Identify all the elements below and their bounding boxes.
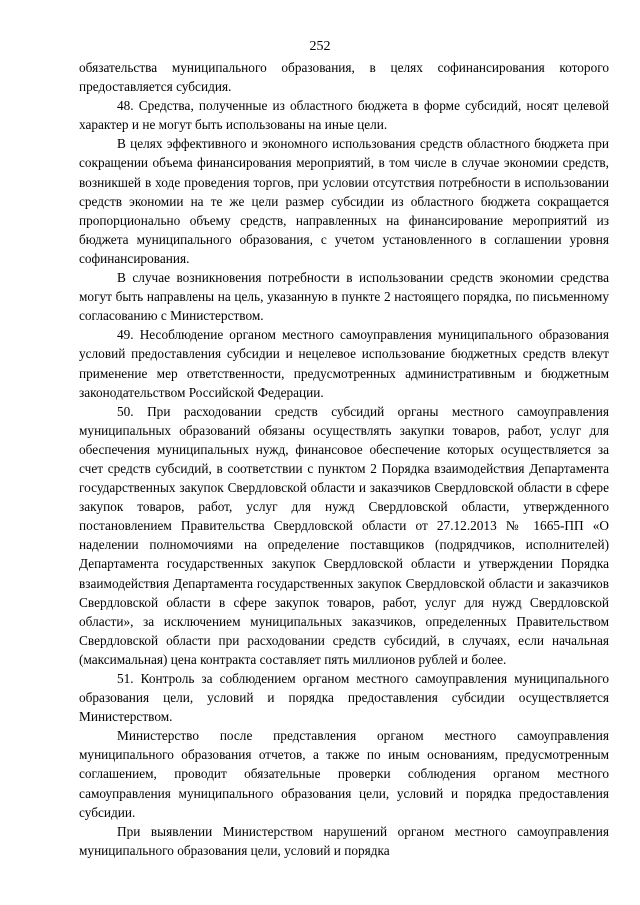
- paragraph-item-50: 50. При расходовании средств субсидий органы местного самоуправления муниципальных образований обязаны осуществлять закупки товаров, работ, услуг для обеспечения муниципальных нужд, финансовое обеспечение которых осуществляется за счет средств субсидий, в соответствии с пунктом 2 Порядка взаимодействия Департамента государственных закупок Свердловской области и заказчиков Свердловской области в сфере закупок товаров, работ, услуг для нужд Свердловской области, утвержденного постановлением Правительства Свердловской области от 27.12.2013 № 1665-ПП «О наделении полномочиями на определение поставщиков (подрядчиков, исполнителей) Департамента государственных закупок Свердловской области и утверждении Порядка взаимодействия Департамента государственных закупок Свердловской области и заказчиков Свердловской области в сфере закупок товаров, работ, услуг для нужд Свердловской области», за исключением муниципальных заказчиков, определенных Правительством Свердловской области при расходовании средств субсидий, в случаях, если начальная (максимальная) цена контракта составляет пять миллионов рублей и более.: [79, 403, 609, 667]
- document-body: [79, 58, 609, 860]
- paragraph-item-49: 49. Несоблюдение органом местного самоуправления муниципального образования условий предоставления субсидии и нецелевое использование бюджетных средств влекут применение мер ответственности, предусмотренных административным и бюджетным законодательством Российской Федерации.: [79, 327, 609, 400]
- paragraph-item-51: 51. Контроль за соблюдением органом местного самоуправления муниципального образования цели, условий и порядка предоставления субсидии осуществляется Министерством.: [79, 671, 609, 725]
- paragraph-item-48: 48. Средства, полученные из областного бюджета в форме субсидий, носят целевой характер и не могут быть использованы на иные цели.: [79, 98, 609, 133]
- paragraph-ministry-checks: Министерство после представления органом местного самоуправления муниципального образования отчетов, а также по иным основаниям, предусмотренным соглашением, проводит обязательные проверки соблюдения органом местного самоуправления муниципального образования цели, условий и порядка предоставления субсидии.: [79, 728, 609, 820]
- paragraph-violations: При выявлении Министерством нарушений органом местного самоуправления муниципального образования цели, условий и порядка: [79, 823, 609, 858]
- paragraph-budget-reduction: В целях эффективного и экономного использования средств областного бюджета при сокращении объема финансирования мероприятий, в том числе в случае экономии средств, возникшей в ходе проведения торгов, при условии отсутствия потребности в использовании средств экономии на те же цели размер субсидии из областного бюджета сокращается пропорционально объему средств, направленных на финансирование мероприятий из бюджета муниципального образования, с учетом установленного в соглашении уровня софинансирования.: [79, 136, 609, 266]
- paragraph-continuation: обязательства муниципального образования, в целях софинансирования которого предоставляется субсидия.: [79, 60, 609, 95]
- page-number: 252: [309, 39, 331, 54]
- paragraph-savings-use: В случае возникновения потребности в использовании средств экономии средства могут быть направлены на цель, указанную в пункте 2 настоящего порядка, по письменному согласованию с Министерством.: [79, 270, 609, 324]
